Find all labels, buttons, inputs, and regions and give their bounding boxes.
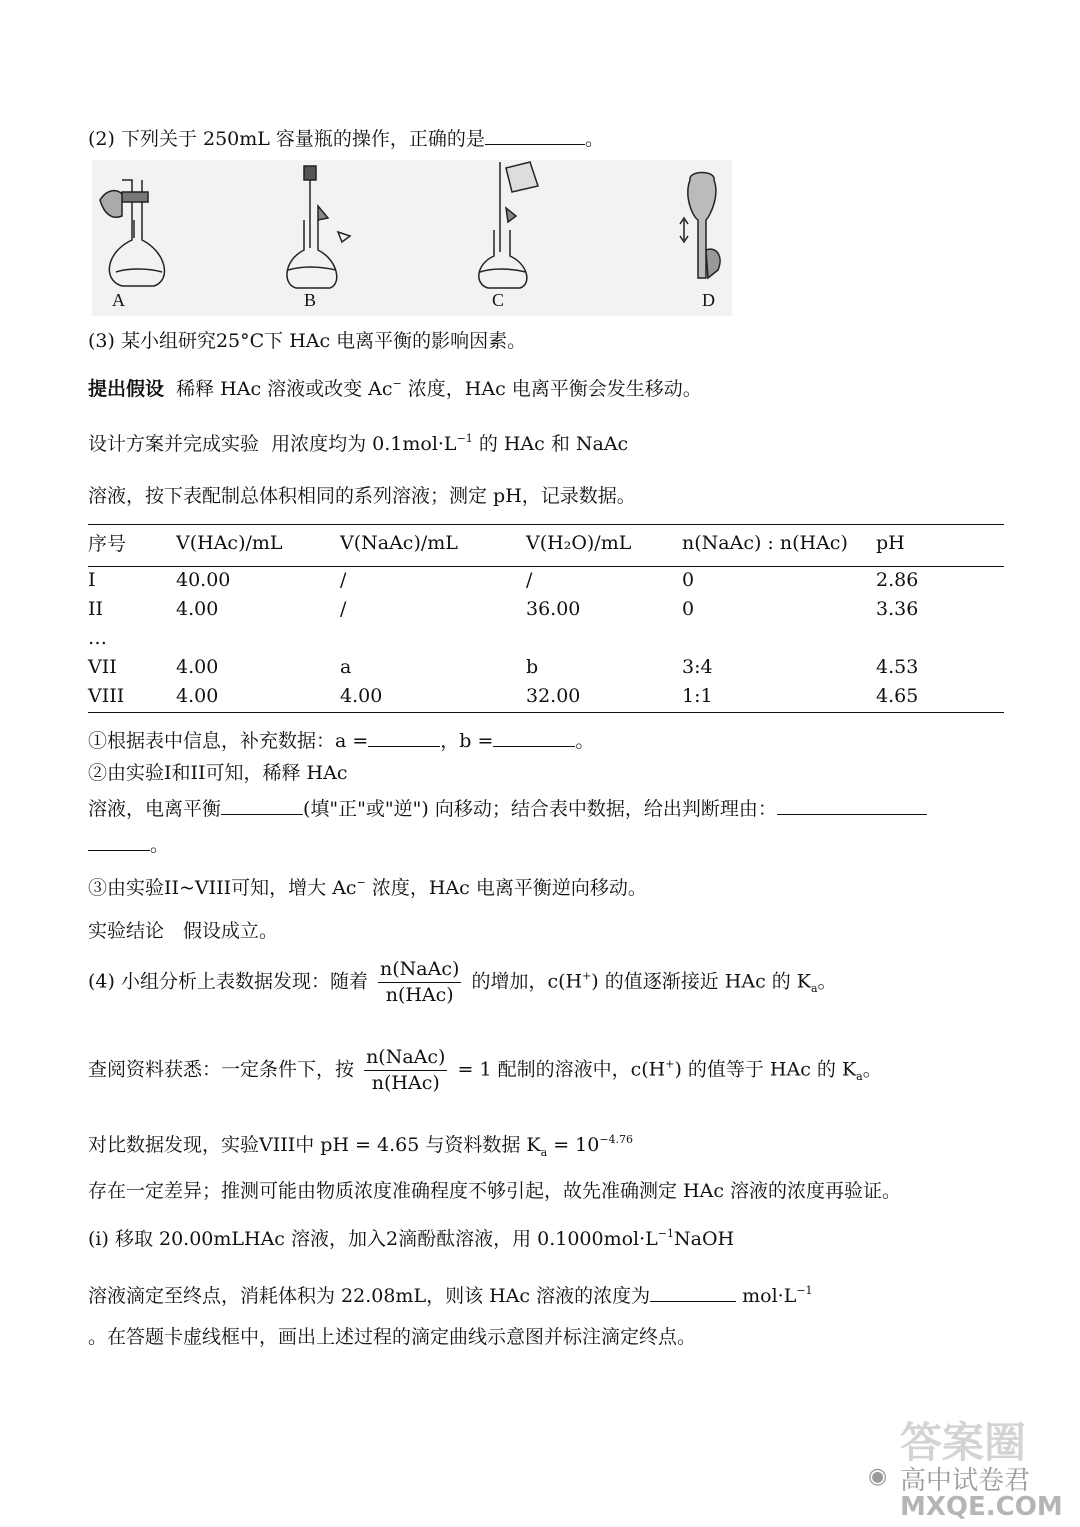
table-cell: 3.36 [876,598,919,620]
sub3-line [88,876,647,900]
table-cell: / [340,569,347,591]
lookup-line [88,1046,882,1095]
fraction-denominator: n(HAc) [385,983,454,1006]
step-i-text-a: (i) 移取 20.00mLHAc 溶液，加入2滴酚酞溶液，用 0.1000mol·L [88,1228,658,1250]
step-i-line1 [88,1227,734,1251]
flask-d-drawing [680,173,720,279]
q2-answer-blank[interactable] [485,126,585,145]
naoh-exp: −1 [657,1227,674,1240]
flask-label-a: A [112,290,125,310]
table-header-row [88,525,1004,567]
ratio-fraction [378,958,461,1007]
sub2-end: 。 [150,834,170,856]
table-cell [682,625,876,654]
design-text-a: 用浓度均为 0.1mol·L [271,433,457,455]
sub2-text-b: (填"正"或"逆") 向移动；结合表中数据，给出判断理由： [303,798,777,820]
a-answer-blank[interactable] [368,728,440,747]
ka-exponent: −4.76 [599,1133,634,1146]
sub1-text-b: ，b = [440,730,494,752]
conclusion-line: 实验结论 假设成立。 [88,920,279,942]
flask-label-b: B [304,290,317,310]
design-exp: −1 [456,432,473,445]
table-cell: I [88,569,96,591]
h-charge: + [665,1057,675,1071]
sub2-text-a: 溶液，电离平衡 [88,798,222,820]
table-cell [876,625,1004,654]
fraction-numerator: n(NaAc) [378,958,461,983]
ac-charge: − [356,876,366,889]
step-i-text-b: NaOH [674,1228,735,1250]
fraction-denominator: n(HAc) [371,1071,440,1094]
sub1-text-a: ①根据表中信息，补充数据：a = [88,730,369,752]
q4-end: 。 [817,970,837,993]
lookup-text-b: = 1 配制的溶液中，c(H [457,1058,666,1081]
step-i-line2 [88,1283,813,1308]
compare-text-a: 对比数据发现，实验VIII中 pH = 4.65 与资料数据 K [88,1134,541,1156]
ratio-fraction [364,1046,447,1095]
flask-drawings [92,160,732,316]
table-cell [176,625,340,654]
ka-subscript: a [540,1145,548,1159]
infer-line: 存在一定差异；推测可能由物质浓度准确程度不够引起，故先准确测定 HAc 溶液的浓度再验证。 [88,1180,902,1202]
b-answer-blank[interactable] [493,728,575,747]
table-cell: 0 [682,569,695,591]
unit-exp: −1 [796,1284,813,1297]
table-cell: 36.00 [526,598,581,620]
concentration-answer-blank[interactable] [650,1283,736,1302]
table-row [88,683,1004,713]
sub2-line1: ②由实验I和II可知，稀释 HAc [88,762,348,784]
compare-line [88,1133,633,1159]
q4-text-c: ) 的值逐渐接近 HAc 的 K [591,970,811,993]
table-cell: 4.00 [340,683,526,713]
table-row [88,654,1004,683]
reason-answer-blank[interactable] [777,796,927,815]
hypothesis-text-a: 稀释 HAc 溶液或改变 Ac [176,378,393,400]
header-cell: V(HAc)/mL [176,525,340,567]
reason-answer-blank-cont[interactable] [88,832,150,851]
hypothesis-text-b: 浓度，HAc 电离平衡会发生移动。 [407,378,702,400]
table-cell: b [526,656,539,678]
header-cell: pH [876,525,1004,567]
sub3-text-a: ③由实验II~VIII可知，增大 Ac [88,877,357,899]
q4-line [88,958,837,1007]
flask-b-drawing [287,166,350,288]
table-cell [340,625,526,654]
table-cell: 4.00 [176,598,219,620]
table-cell: 4.53 [876,656,919,678]
q3-hypothesis [88,377,702,401]
step-i-line3: 。在答题卡虚线框中，画出上述过程的滴定曲线示意图并标注滴定终点。 [88,1326,697,1348]
q4-text-a: (4) 小组分析上表数据发现：随着 [88,970,368,993]
ac-charge: − [392,377,402,390]
table-cell: … [88,627,107,649]
flask-a-drawing [100,180,164,286]
watermark-site: MXQE.COM [900,1492,1063,1522]
table-row [88,567,1004,597]
hypothesis-label: 提出假设 [88,378,165,400]
table-cell: 2.86 [876,569,919,591]
table-cell: VIII [88,683,176,713]
table-row [88,596,1004,625]
direction-answer-blank[interactable] [221,796,303,815]
lookup-end: 。 [862,1058,882,1081]
flask-figure [92,160,732,316]
q2-text: (2) 下列关于 250mL 容量瓶的操作，正确的是 [88,128,485,150]
table-cell: 40.00 [176,569,231,591]
q3-intro: (3) 某小组研究25°C下 HAc 电离平衡的影响因素。 [88,330,527,352]
data-table [88,524,1004,713]
table-cell: a [340,656,352,678]
compare-text-b: = 10 [553,1134,600,1156]
design-label: 设计方案并完成实验 [88,433,260,455]
table-cell: / [340,598,347,620]
sub1-line [88,728,594,753]
wechat-icon: ◉ [868,1464,888,1489]
step-i-unit: mol·L [742,1285,797,1307]
q2-end: 。 [584,128,604,150]
watermark-brand: 答案圈 [900,1418,1027,1467]
h-charge: + [582,969,592,983]
design-text-b: 的 HAc 和 NaAc [478,433,629,455]
fraction-numerator: n(NaAc) [364,1046,447,1071]
q4-text-b: 的增加，c(H [471,970,583,993]
sub3-text-b: 浓度，HAc 电离平衡逆向移动。 [371,877,647,899]
sub2-line3 [88,832,169,857]
sub2-line2 [88,796,927,821]
table-cell: 32.00 [526,683,682,713]
table-cell [526,625,682,654]
table-cell: 3:4 [682,656,713,678]
sub1-end: 。 [575,730,595,752]
header-cell: 序号 [88,525,176,567]
header-cell: n(NaAc) : n(HAc) [682,525,876,567]
header-cell: V(NaAc)/mL [340,525,526,567]
table-cell: 4.00 [176,656,219,678]
flask-label-c: C [492,290,505,310]
table-cell: 4.65 [876,683,1004,713]
table-row [88,625,1004,654]
lookup-text-c: ) 的值等于 HAc 的 K [674,1058,857,1081]
header-cell: V(H₂O)/mL [526,525,682,567]
q3-design [88,432,628,456]
ka-subscript: a [856,1070,863,1084]
table-cell: II [88,598,104,620]
ka-subscript: a [811,982,818,996]
step-i-text-c: 溶液滴定至终点，消耗体积为 22.08mL，则该 HAc 溶液的浓度为 [88,1285,651,1307]
table-cell: 0 [682,598,695,620]
lookup-text-a: 查阅资料获悉：一定条件下，按 [88,1058,355,1081]
table-cell: 1:1 [682,683,876,713]
q3-design-cont: 溶液，按下表配制总体积相同的系列溶液；测定 pH，记录数据。 [88,485,636,507]
table-cell: 4.00 [176,683,340,713]
flask-c-drawing [479,162,538,288]
q2-line [88,126,604,151]
flask-label-d: D [702,290,715,310]
watermark-account: 高中试卷君 [900,1466,1031,1496]
table-cell: / [526,569,533,591]
table-cell: VII [88,656,117,678]
